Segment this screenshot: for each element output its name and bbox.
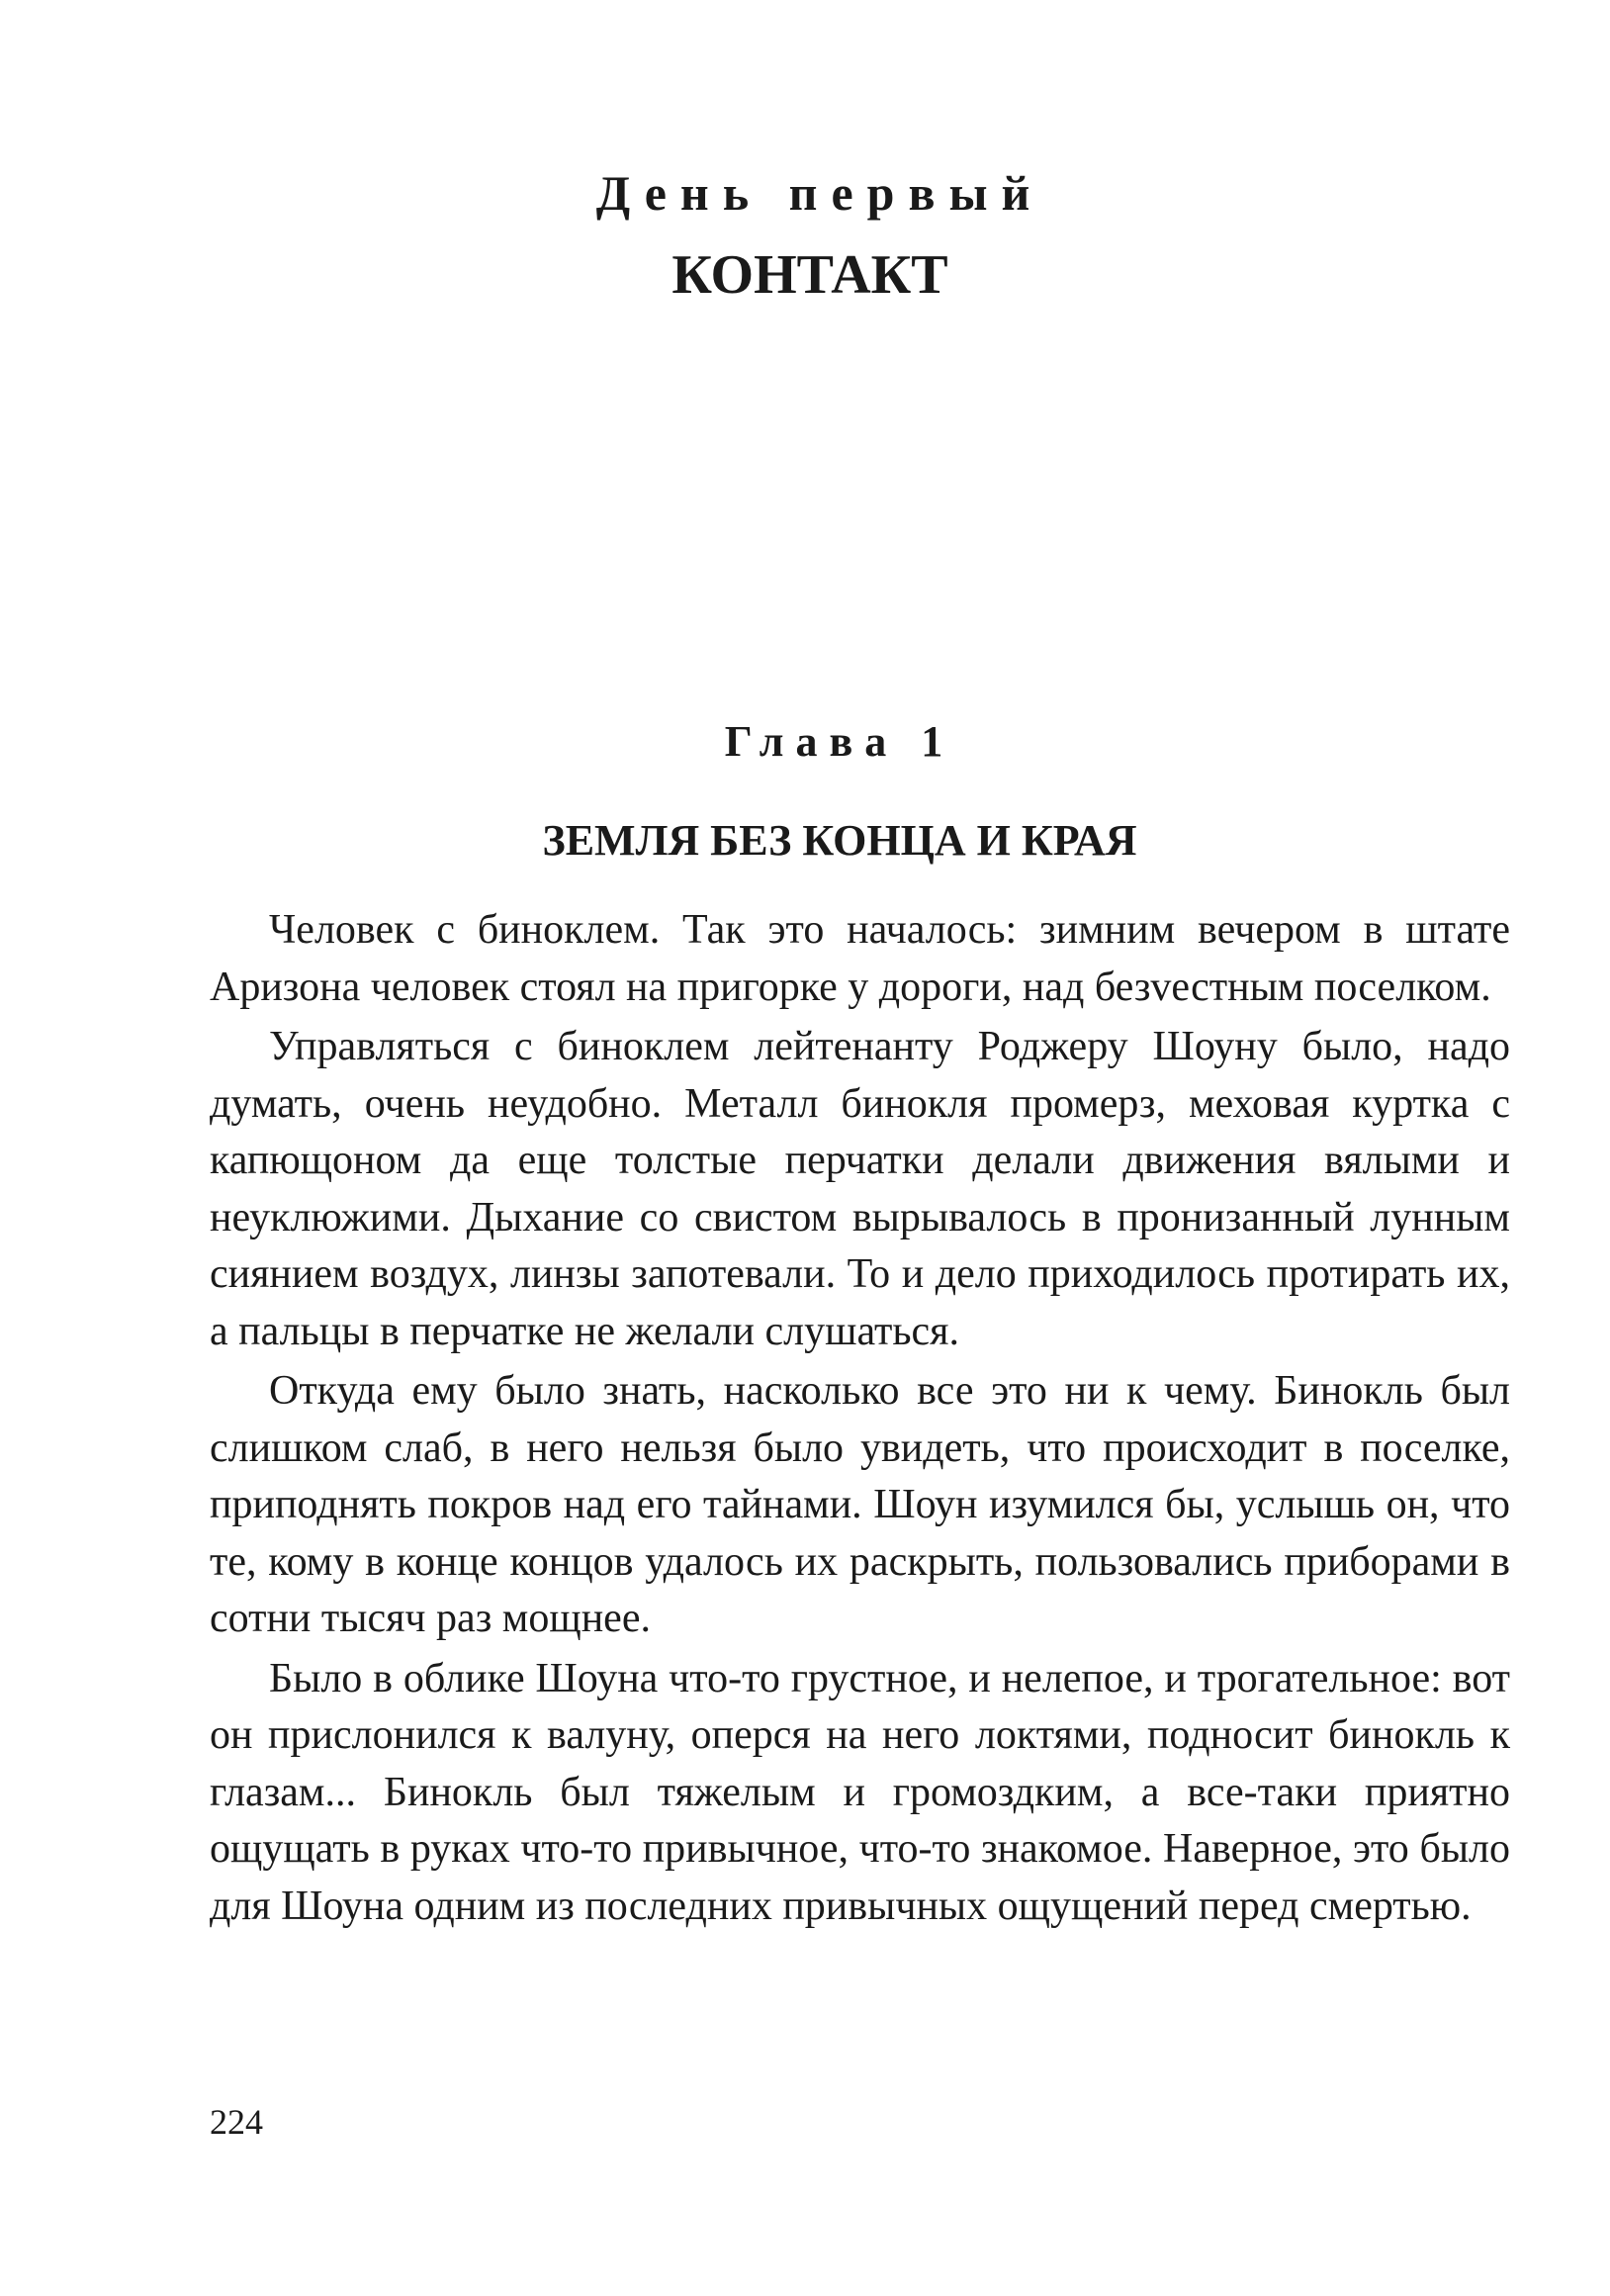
chapter-title: ЗЕМЛЯ БЕЗ КОНЦА И КРАЯ: [542, 816, 1137, 865]
chapter-label: Глава 1: [724, 717, 955, 766]
paragraph-4: Было в облике Шоуна что-то грустное, и нелепое, и трогательное: вот он прислонился к валуну, оперся на него локтями, подносит бинокль к глазам... Бинокль был тяжелым и громоздким, а все-таки приятно ощущать в руках что-то привычное, что-то знакомое. Наверное, это было для Шоуна одним из последних привычных ощущений перед смертью.: [210, 1655, 1510, 1929]
part-title: КОНТАКТ: [671, 244, 948, 306]
page-number: 224: [210, 2102, 263, 2142]
paragraph-3: Откуда ему было знать, насколько все это ни к чему. Бинокль был слишком слаб, в него нельзя было увидеть, что происходит в поселке, приподнять покров над его тайнами. Шоун изумился бы, услышь он, что те, кому в конце концов удалось их раскрыть, пользовались приборами в сотни тысяч раз мощнее.: [210, 1368, 1510, 1641]
body-text: [210, 902, 1510, 1938]
part-heading: [0, 158, 1610, 315]
paragraph-2: Управляться с биноклем лейтенанту Роджеру Шоуну было, надо думать, очень неудобно. Металл бинокля промерз, меховая куртка с капющоном да еще толстые перчатки делали движения вялыми и неуклюжими. Дыхание со свистом вырывалось в пронизанный лунным сиянием воздух, линзы запотевали. То и дело приходилось протирать их, а пальцы в перчатке не желали слушаться.: [210, 1024, 1510, 1354]
paragraph-1: Человек с биноклем. Так это началось: зимним вечером в штате Аризона человек стоял на пригорке у дороги, над безvестным поселком.: [210, 907, 1510, 1010]
part-label: День первый: [595, 165, 1044, 221]
chapter-heading: [0, 712, 1610, 871]
